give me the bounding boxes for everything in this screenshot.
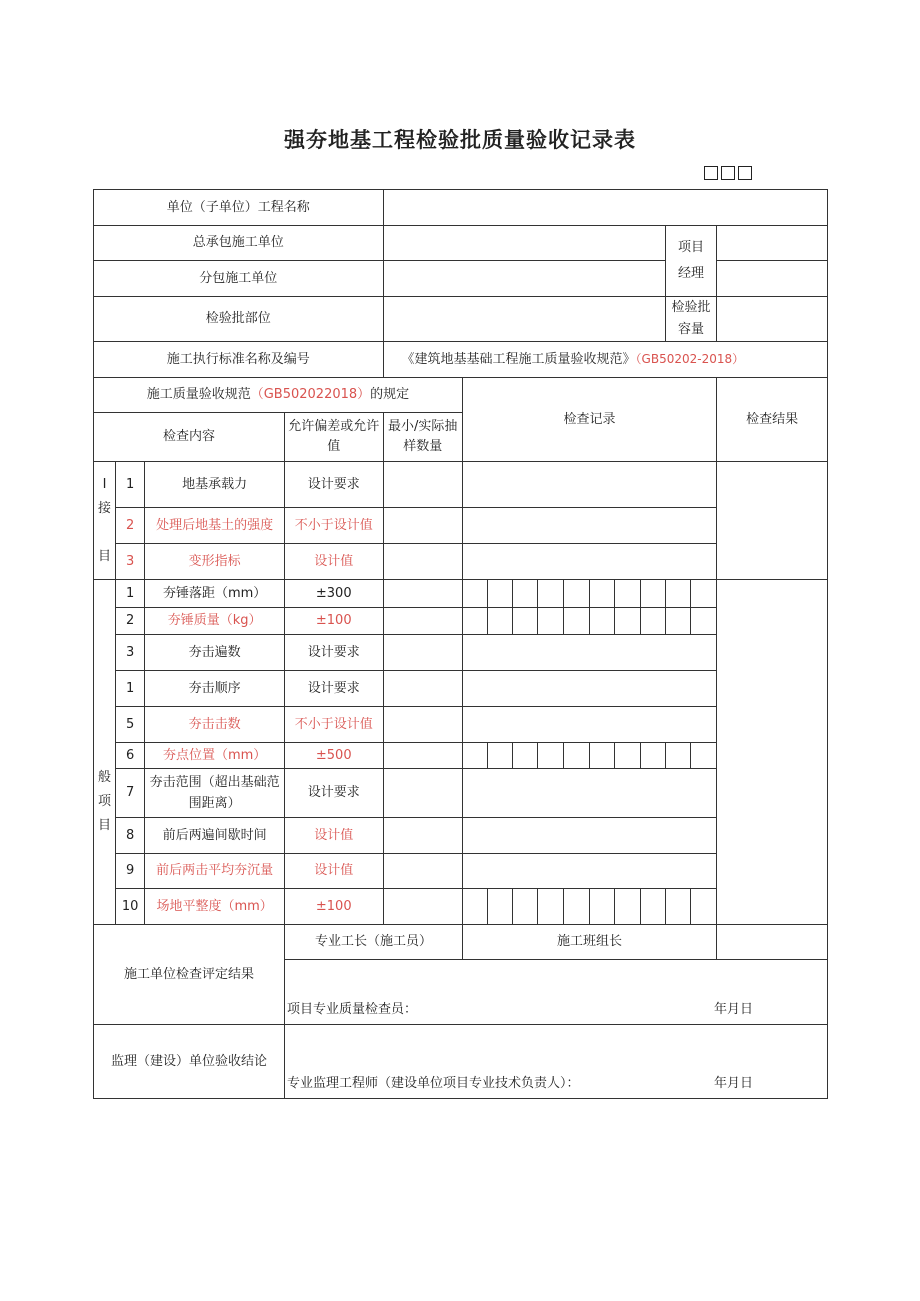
main-item-record[interactable] — [462, 544, 716, 580]
project-manager-label — [665, 226, 716, 297]
main-items-label-char: 接 — [98, 500, 112, 516]
record-cell[interactable] — [564, 608, 589, 635]
record-cell[interactable] — [513, 889, 538, 925]
record-cell[interactable] — [665, 580, 690, 608]
general-item-sample[interactable] — [383, 608, 462, 635]
record-cell[interactable] — [614, 608, 640, 635]
general-item-record[interactable] — [462, 707, 716, 743]
general-item-sample[interactable] — [383, 769, 462, 818]
record-cell[interactable] — [614, 889, 640, 925]
main-item-record[interactable] — [462, 462, 716, 508]
record-cell[interactable] — [564, 889, 589, 925]
general-item-no: 8 — [116, 818, 145, 854]
general-item-sample[interactable] — [383, 743, 462, 769]
general-item-name: 前后两击平均夯沉量 — [145, 854, 285, 889]
project-manager-label-line1: 项目 — [678, 240, 705, 255]
general-items-label-char: 目 — [98, 818, 112, 833]
subcontractor-label: 分包施工单位 — [94, 261, 384, 297]
general-item-sample[interactable] — [383, 707, 462, 743]
form-code-boxes — [704, 166, 752, 180]
record-cell[interactable] — [538, 889, 564, 925]
record-cell[interactable] — [589, 608, 614, 635]
general-item-name: 前后两遍间歇时间 — [145, 818, 285, 854]
general-item-name: 夯点位置（mm） — [145, 743, 285, 769]
general-item-no: 10 — [116, 889, 145, 925]
record-cell[interactable] — [691, 580, 717, 608]
record-cell[interactable] — [589, 889, 614, 925]
main-item-record[interactable] — [462, 508, 716, 544]
general-item-value: ±300 — [284, 580, 383, 608]
record-cell[interactable] — [488, 743, 513, 769]
standard-value-prefix: 《建筑地基基础工程施工质量验收规范》 — [401, 352, 636, 367]
spec-suffix: 的规定 — [370, 387, 410, 402]
spec-code: （GB502022018） — [250, 387, 371, 402]
general-item-no: 6 — [116, 743, 145, 769]
standard-value-code: （GB50202-2018） — [635, 352, 745, 366]
project-manager-field-1[interactable] — [717, 226, 828, 261]
batch-capacity-label: 检验批容量 — [665, 297, 716, 342]
general-item-value: ±100 — [284, 608, 383, 635]
general-item-value: 设计要求 — [284, 769, 383, 818]
record-cell[interactable] — [488, 889, 513, 925]
general-item-name: 夯击遍数 — [145, 635, 285, 671]
record-cell[interactable] — [564, 580, 589, 608]
unit-project-name-field[interactable] — [383, 190, 827, 226]
main-item-no: 2 — [116, 508, 145, 544]
inspection-form-table — [93, 189, 828, 1099]
record-cell[interactable] — [614, 580, 640, 608]
general-item-no: 1 — [116, 671, 145, 707]
general-item-value: 设计要求 — [284, 671, 383, 707]
subcontractor-field[interactable] — [383, 261, 665, 297]
general-item-value: 设计值 — [284, 818, 383, 854]
standard-value — [383, 342, 827, 378]
supervision-field[interactable] — [284, 1025, 827, 1099]
main-items-label — [94, 462, 116, 580]
foreman-label: 专业工长（施工员） — [284, 925, 462, 960]
spec-header — [94, 378, 463, 413]
record-cell[interactable] — [614, 743, 640, 769]
general-item-record[interactable] — [462, 854, 716, 889]
general-item-no: 9 — [116, 854, 145, 889]
construction-eval-label: 施工单位检查评定结果 — [94, 925, 285, 1025]
record-cell[interactable] — [589, 580, 614, 608]
general-item-sample[interactable] — [383, 818, 462, 854]
general-item-value: 不小于设计值 — [284, 707, 383, 743]
check-record-header: 检查记录 — [462, 378, 716, 462]
record-cell[interactable] — [589, 743, 614, 769]
main-item-name: 地基承载力 — [145, 462, 285, 508]
general-item-no: 3 — [116, 635, 145, 671]
main-item-sample[interactable] — [383, 508, 462, 544]
main-item-value: 不小于设计值 — [284, 508, 383, 544]
general-item-value: ±100 — [284, 889, 383, 925]
check-result-header: 检查结果 — [717, 378, 828, 462]
general-item-record[interactable] — [462, 671, 716, 707]
main-item-name: 处理后地基土的强度 — [145, 508, 285, 544]
record-cell[interactable] — [488, 580, 513, 608]
supervision-date-label: 年月日 — [713, 1076, 753, 1091]
record-cell[interactable] — [665, 889, 690, 925]
main-item-sample[interactable] — [383, 462, 462, 508]
record-cell[interactable] — [640, 608, 665, 635]
main-item-value: 设计值 — [284, 544, 383, 580]
unit-project-name-label: 单位（子单位）工程名称 — [94, 190, 384, 226]
team-leader-label: 施工班组长 — [462, 925, 716, 960]
main-item-sample[interactable] — [383, 544, 462, 580]
record-cell[interactable] — [513, 608, 538, 635]
general-item-sample[interactable] — [383, 671, 462, 707]
general-item-sample[interactable] — [383, 854, 462, 889]
record-cell[interactable] — [691, 889, 717, 925]
code-box[interactable] — [738, 166, 752, 180]
batch-capacity-field[interactable] — [717, 297, 828, 342]
record-cell[interactable] — [691, 743, 717, 769]
record-cell[interactable] — [488, 608, 513, 635]
record-cell[interactable] — [462, 889, 487, 925]
general-item-value: ±500 — [284, 743, 383, 769]
record-cell[interactable] — [640, 580, 665, 608]
record-cell[interactable] — [513, 580, 538, 608]
record-cell[interactable] — [513, 743, 538, 769]
general-item-sample[interactable] — [383, 635, 462, 671]
team-leader-field[interactable] — [717, 925, 828, 960]
record-cell[interactable] — [665, 743, 690, 769]
general-items-result[interactable] — [717, 580, 828, 925]
general-item-value: 设计值 — [284, 854, 383, 889]
general-item-sample[interactable] — [383, 580, 462, 608]
record-cell[interactable] — [640, 743, 665, 769]
record-cell[interactable] — [462, 580, 487, 608]
record-cell[interactable] — [462, 608, 487, 635]
general-item-no: 7 — [116, 769, 145, 818]
general-item-record[interactable] — [462, 769, 716, 818]
main-item-value: 设计要求 — [284, 462, 383, 508]
inspector-label: 项目专业质量检查员： — [286, 1002, 417, 1017]
general-item-no: 2 — [116, 608, 145, 635]
general-contractor-label: 总承包施工单位 — [94, 226, 384, 261]
main-items-label-char: 目 — [98, 548, 112, 564]
page-title: 强夯地基工程检验批质量验收记录表 — [284, 128, 636, 152]
general-item-record[interactable] — [462, 818, 716, 854]
record-cell[interactable] — [538, 743, 564, 769]
main-items-label-char — [96, 521, 113, 545]
general-items-label-char: 般 — [98, 770, 112, 785]
project-manager-field-2[interactable] — [717, 261, 828, 297]
general-item-name: 夯击范围（超出基础范围距离） — [145, 769, 285, 818]
general-item-value: 设计要求 — [284, 635, 383, 671]
construction-eval-field[interactable] — [284, 960, 827, 1025]
batch-location-label: 检验批部位 — [94, 297, 384, 342]
project-manager-label-line2: 经理 — [678, 266, 705, 281]
general-item-sample[interactable] — [383, 889, 462, 925]
main-items-label-char: I — [102, 476, 107, 492]
record-cell[interactable] — [640, 889, 665, 925]
standard-label: 施工执行标准名称及编号 — [94, 342, 384, 378]
supervision-label: 监理（建设）单位验收结论 — [94, 1025, 285, 1099]
record-cell[interactable] — [538, 580, 564, 608]
tolerance-header: 允许偏差或允许值 — [284, 413, 383, 462]
record-cell[interactable] — [462, 743, 487, 769]
code-box[interactable] — [721, 166, 735, 180]
batch-location-field[interactable] — [383, 297, 665, 342]
main-item-no: 3 — [116, 544, 145, 580]
general-item-name: 夯锤落距（mm） — [145, 580, 285, 608]
record-cell[interactable] — [691, 608, 717, 635]
general-item-name: 场地平整度（mm） — [145, 889, 285, 925]
spec-prefix: 施工质量验收规范 — [146, 387, 251, 402]
main-item-no: 1 — [116, 462, 145, 508]
construction-date-label: 年月日 — [713, 1002, 753, 1017]
general-item-no: 5 — [116, 707, 145, 743]
general-contractor-field[interactable] — [383, 226, 665, 261]
main-item-name: 变形指标 — [145, 544, 285, 580]
general-items-label-char: 项 — [98, 794, 112, 809]
sample-header: 最小/实际抽样数量 — [383, 413, 462, 462]
record-cell[interactable] — [665, 608, 690, 635]
general-item-name: 夯击顺序 — [145, 671, 285, 707]
code-box[interactable] — [704, 166, 718, 180]
record-cell[interactable] — [538, 608, 564, 635]
general-item-record[interactable] — [462, 635, 716, 671]
general-item-name: 夯击击数 — [145, 707, 285, 743]
main-items-result[interactable] — [717, 462, 828, 580]
record-cell[interactable] — [564, 743, 589, 769]
general-item-name: 夯锤质量（kg） — [145, 608, 285, 635]
general-item-no: 1 — [116, 580, 145, 608]
general-items-label — [94, 580, 116, 925]
supervision-engineer-label: 专业监理工程师（建设单位项目专业技术负责人）： — [286, 1076, 580, 1091]
check-content-header: 检查内容 — [94, 413, 285, 462]
